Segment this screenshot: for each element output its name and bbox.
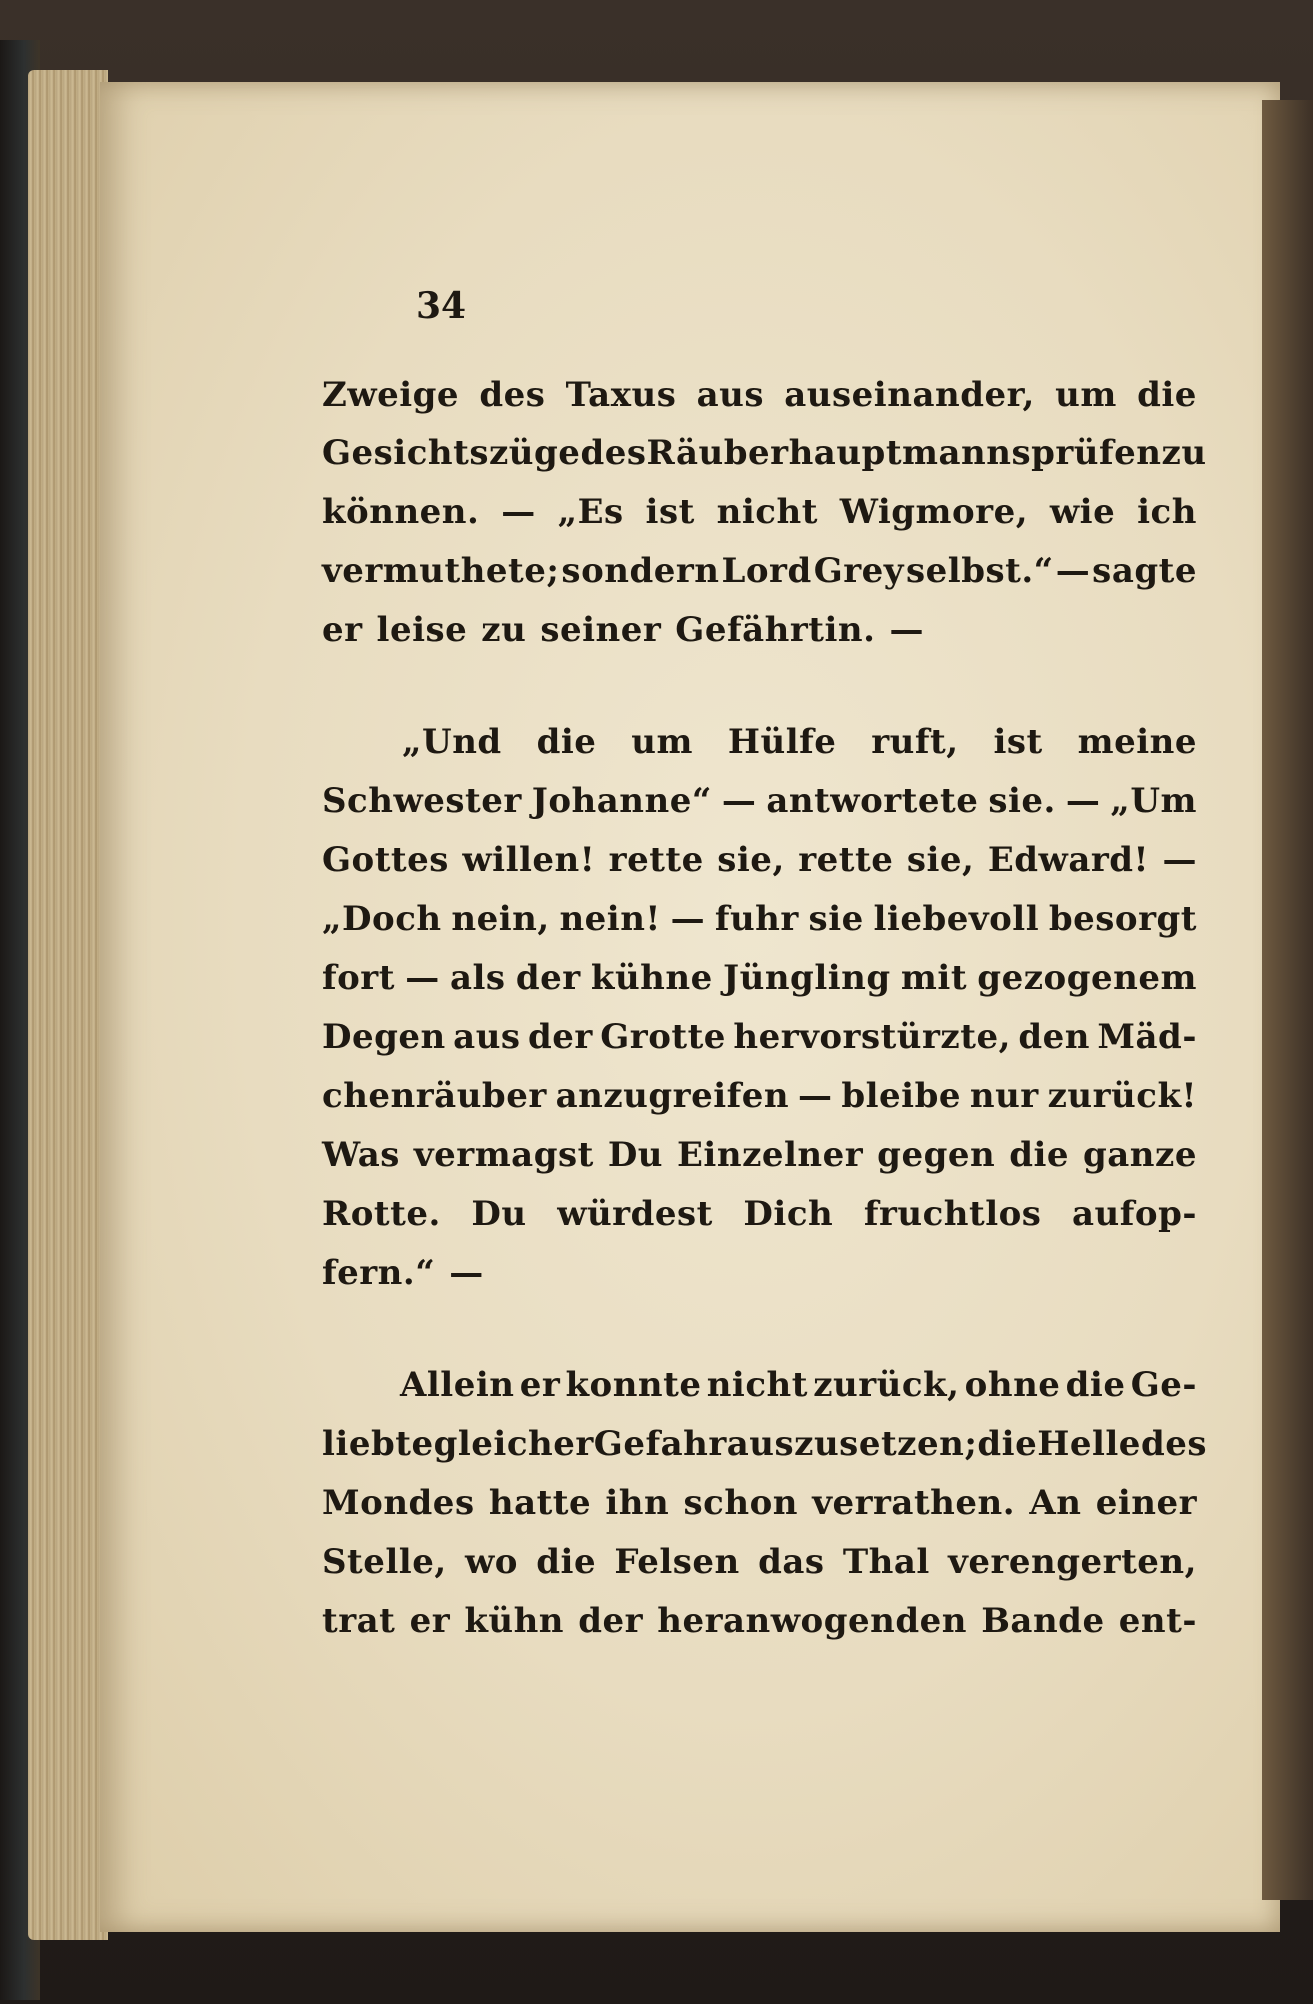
word: fort xyxy=(322,958,395,998)
word: nicht xyxy=(716,492,818,532)
word: Degen xyxy=(322,1017,446,1057)
word: gleicher xyxy=(433,1424,594,1464)
word: Du xyxy=(471,1194,527,1234)
page-number: 34 xyxy=(416,285,467,327)
word: willen! xyxy=(462,840,596,880)
word: besorgt xyxy=(1048,899,1197,939)
word: — xyxy=(797,1076,833,1116)
word: Edward! xyxy=(987,840,1149,880)
word: Dich xyxy=(743,1194,834,1234)
word: gezogenem xyxy=(977,958,1197,998)
word: bleibe xyxy=(841,1076,961,1116)
word: können. xyxy=(322,492,480,532)
word: Felsen xyxy=(614,1542,740,1582)
word: Räuberhauptmanns xyxy=(646,433,1032,473)
word: aufop- xyxy=(1072,1194,1197,1234)
word: leise xyxy=(376,610,468,650)
text-line xyxy=(322,492,1197,532)
word: heranwogenden xyxy=(657,1601,967,1641)
word: trat xyxy=(322,1601,396,1641)
word: „Es xyxy=(557,492,624,532)
word: — xyxy=(1162,840,1197,880)
word: Stelle, xyxy=(322,1542,447,1582)
word: konnte xyxy=(565,1365,702,1405)
word: das xyxy=(758,1542,825,1582)
word: „Und xyxy=(402,722,502,762)
gutter-shadow xyxy=(1262,100,1313,1900)
word: Gesichtszüge xyxy=(322,433,581,473)
text-line xyxy=(322,1253,1197,1293)
word: — xyxy=(449,1253,484,1293)
word: Johanne“ xyxy=(531,781,712,821)
word: Mondes xyxy=(322,1483,475,1523)
word: fruchtlos xyxy=(863,1194,1042,1234)
word: anzugreifen xyxy=(555,1076,790,1116)
word: ohne xyxy=(964,1365,1061,1405)
text-line xyxy=(322,1017,1197,1057)
word: nein! xyxy=(559,899,661,939)
word: er xyxy=(409,1601,451,1641)
word: des xyxy=(580,433,647,473)
word: Schwester xyxy=(322,781,522,821)
word: der xyxy=(528,1017,593,1057)
text-line xyxy=(322,1601,1197,1641)
word: chenräuber xyxy=(322,1076,547,1116)
word: ihn xyxy=(605,1483,670,1523)
text-line xyxy=(322,610,1197,650)
word: kühne xyxy=(590,958,713,998)
word: die xyxy=(536,722,597,762)
word: mit xyxy=(900,958,968,998)
word: aus xyxy=(696,375,765,415)
word: Wigmore, xyxy=(839,492,1029,532)
word: er xyxy=(322,610,363,650)
word: gegen xyxy=(877,1135,996,1175)
word: Du xyxy=(607,1135,664,1175)
word: schon xyxy=(683,1483,798,1523)
text-line xyxy=(322,840,1197,880)
word: Helle xyxy=(1037,1424,1141,1464)
text-line xyxy=(322,551,1197,591)
text-line xyxy=(322,1135,1197,1175)
word: antwortete xyxy=(766,781,979,821)
word: Was xyxy=(322,1135,400,1175)
word: wo xyxy=(465,1542,518,1582)
word: meine xyxy=(1077,722,1197,762)
text-line xyxy=(322,1424,1207,1464)
word: er xyxy=(519,1365,561,1405)
word: Taxus xyxy=(565,375,677,415)
word: um xyxy=(1055,375,1117,415)
word: aus xyxy=(453,1017,521,1057)
word: liebte xyxy=(322,1424,434,1464)
word: ich xyxy=(1137,492,1197,532)
word: Bande xyxy=(981,1601,1105,1641)
word: die xyxy=(1065,1365,1126,1405)
word: „Doch xyxy=(322,899,442,939)
word: sie, xyxy=(717,840,785,880)
word: Thal xyxy=(842,1542,930,1582)
word: zu xyxy=(1161,433,1207,473)
word: sagte xyxy=(1092,551,1197,591)
word: vermagst xyxy=(413,1135,594,1175)
word: prüfen xyxy=(1031,433,1162,473)
word: selbst.“ xyxy=(906,551,1054,591)
text-line xyxy=(402,722,1197,762)
word: rette xyxy=(608,840,704,880)
text-line xyxy=(322,1194,1197,1234)
page-edges xyxy=(28,70,108,1940)
text-line xyxy=(400,1365,1197,1405)
word: Gefahr xyxy=(593,1424,727,1464)
word: wie xyxy=(1049,492,1116,532)
word: sie xyxy=(808,899,864,939)
word: fuhr xyxy=(714,899,799,939)
word: „Um xyxy=(1110,781,1197,821)
word: auszusetzen; xyxy=(726,1424,978,1464)
word: nein, xyxy=(451,899,550,939)
word: zurück, xyxy=(813,1365,960,1405)
word: als xyxy=(449,958,506,998)
word: der xyxy=(578,1601,644,1641)
word: An xyxy=(1029,1483,1082,1523)
word: Allein xyxy=(400,1365,515,1405)
word: zu xyxy=(481,610,527,650)
word: nur xyxy=(969,1076,1039,1116)
text-line xyxy=(322,1542,1197,1582)
word: des xyxy=(1140,1424,1207,1464)
text-line xyxy=(322,375,1197,415)
word: sondern xyxy=(561,551,720,591)
word: Gefährtin. xyxy=(675,610,876,650)
text-line xyxy=(322,899,1197,939)
word: rette xyxy=(798,840,894,880)
word: ganze xyxy=(1083,1135,1197,1175)
word: — xyxy=(889,610,924,650)
word: zurück! xyxy=(1047,1076,1197,1116)
word: Grotte xyxy=(600,1017,726,1057)
word: hatte xyxy=(488,1483,592,1523)
word: liebevoll xyxy=(873,899,1040,939)
word: Mäd- xyxy=(1097,1017,1197,1057)
word: die xyxy=(536,1542,597,1582)
text-line xyxy=(322,1483,1197,1523)
word: — xyxy=(1065,781,1101,821)
word: Ge- xyxy=(1130,1365,1197,1405)
text-line xyxy=(322,1076,1197,1116)
word: einer xyxy=(1095,1483,1197,1523)
word: des xyxy=(479,375,546,415)
word: — xyxy=(405,958,440,998)
word: kühn xyxy=(464,1601,565,1641)
word: Zweige xyxy=(322,375,460,415)
word: Jüngling xyxy=(723,958,891,998)
text-line xyxy=(322,433,1207,473)
word: fern.“ xyxy=(322,1253,436,1293)
word: Gottes xyxy=(322,840,449,880)
word: den xyxy=(1018,1017,1090,1057)
word: auseinander, xyxy=(784,375,1035,415)
word: die xyxy=(977,1424,1038,1464)
word: würdest xyxy=(557,1194,713,1234)
word: sie, xyxy=(906,840,975,880)
word: Lord xyxy=(721,551,812,591)
word: der xyxy=(515,958,581,998)
text-line xyxy=(322,781,1197,821)
paper-page xyxy=(100,82,1280,1932)
word: ruft, xyxy=(871,722,959,762)
word: vermuthete; xyxy=(322,551,560,591)
word: Einzelner xyxy=(677,1135,864,1175)
word: hervorstürzte, xyxy=(733,1017,1011,1057)
word: die xyxy=(1137,375,1197,415)
word: ist xyxy=(645,492,695,532)
word: Hülfe xyxy=(727,722,837,762)
word: Grey xyxy=(813,551,905,591)
word: verengerten, xyxy=(948,1542,1197,1582)
word: — xyxy=(721,781,757,821)
word: verrathen. xyxy=(812,1483,1016,1523)
word: nicht xyxy=(706,1365,808,1405)
word: ist xyxy=(993,722,1043,762)
word: ent- xyxy=(1118,1601,1197,1641)
word: — xyxy=(1055,551,1091,591)
word: seiner xyxy=(540,610,662,650)
word: die xyxy=(1009,1135,1070,1175)
text-line xyxy=(322,958,1197,998)
word: sie. xyxy=(988,781,1056,821)
word: um xyxy=(631,722,693,762)
word: — xyxy=(670,899,706,939)
word: Rotte. xyxy=(322,1194,441,1234)
word: — xyxy=(501,492,536,532)
